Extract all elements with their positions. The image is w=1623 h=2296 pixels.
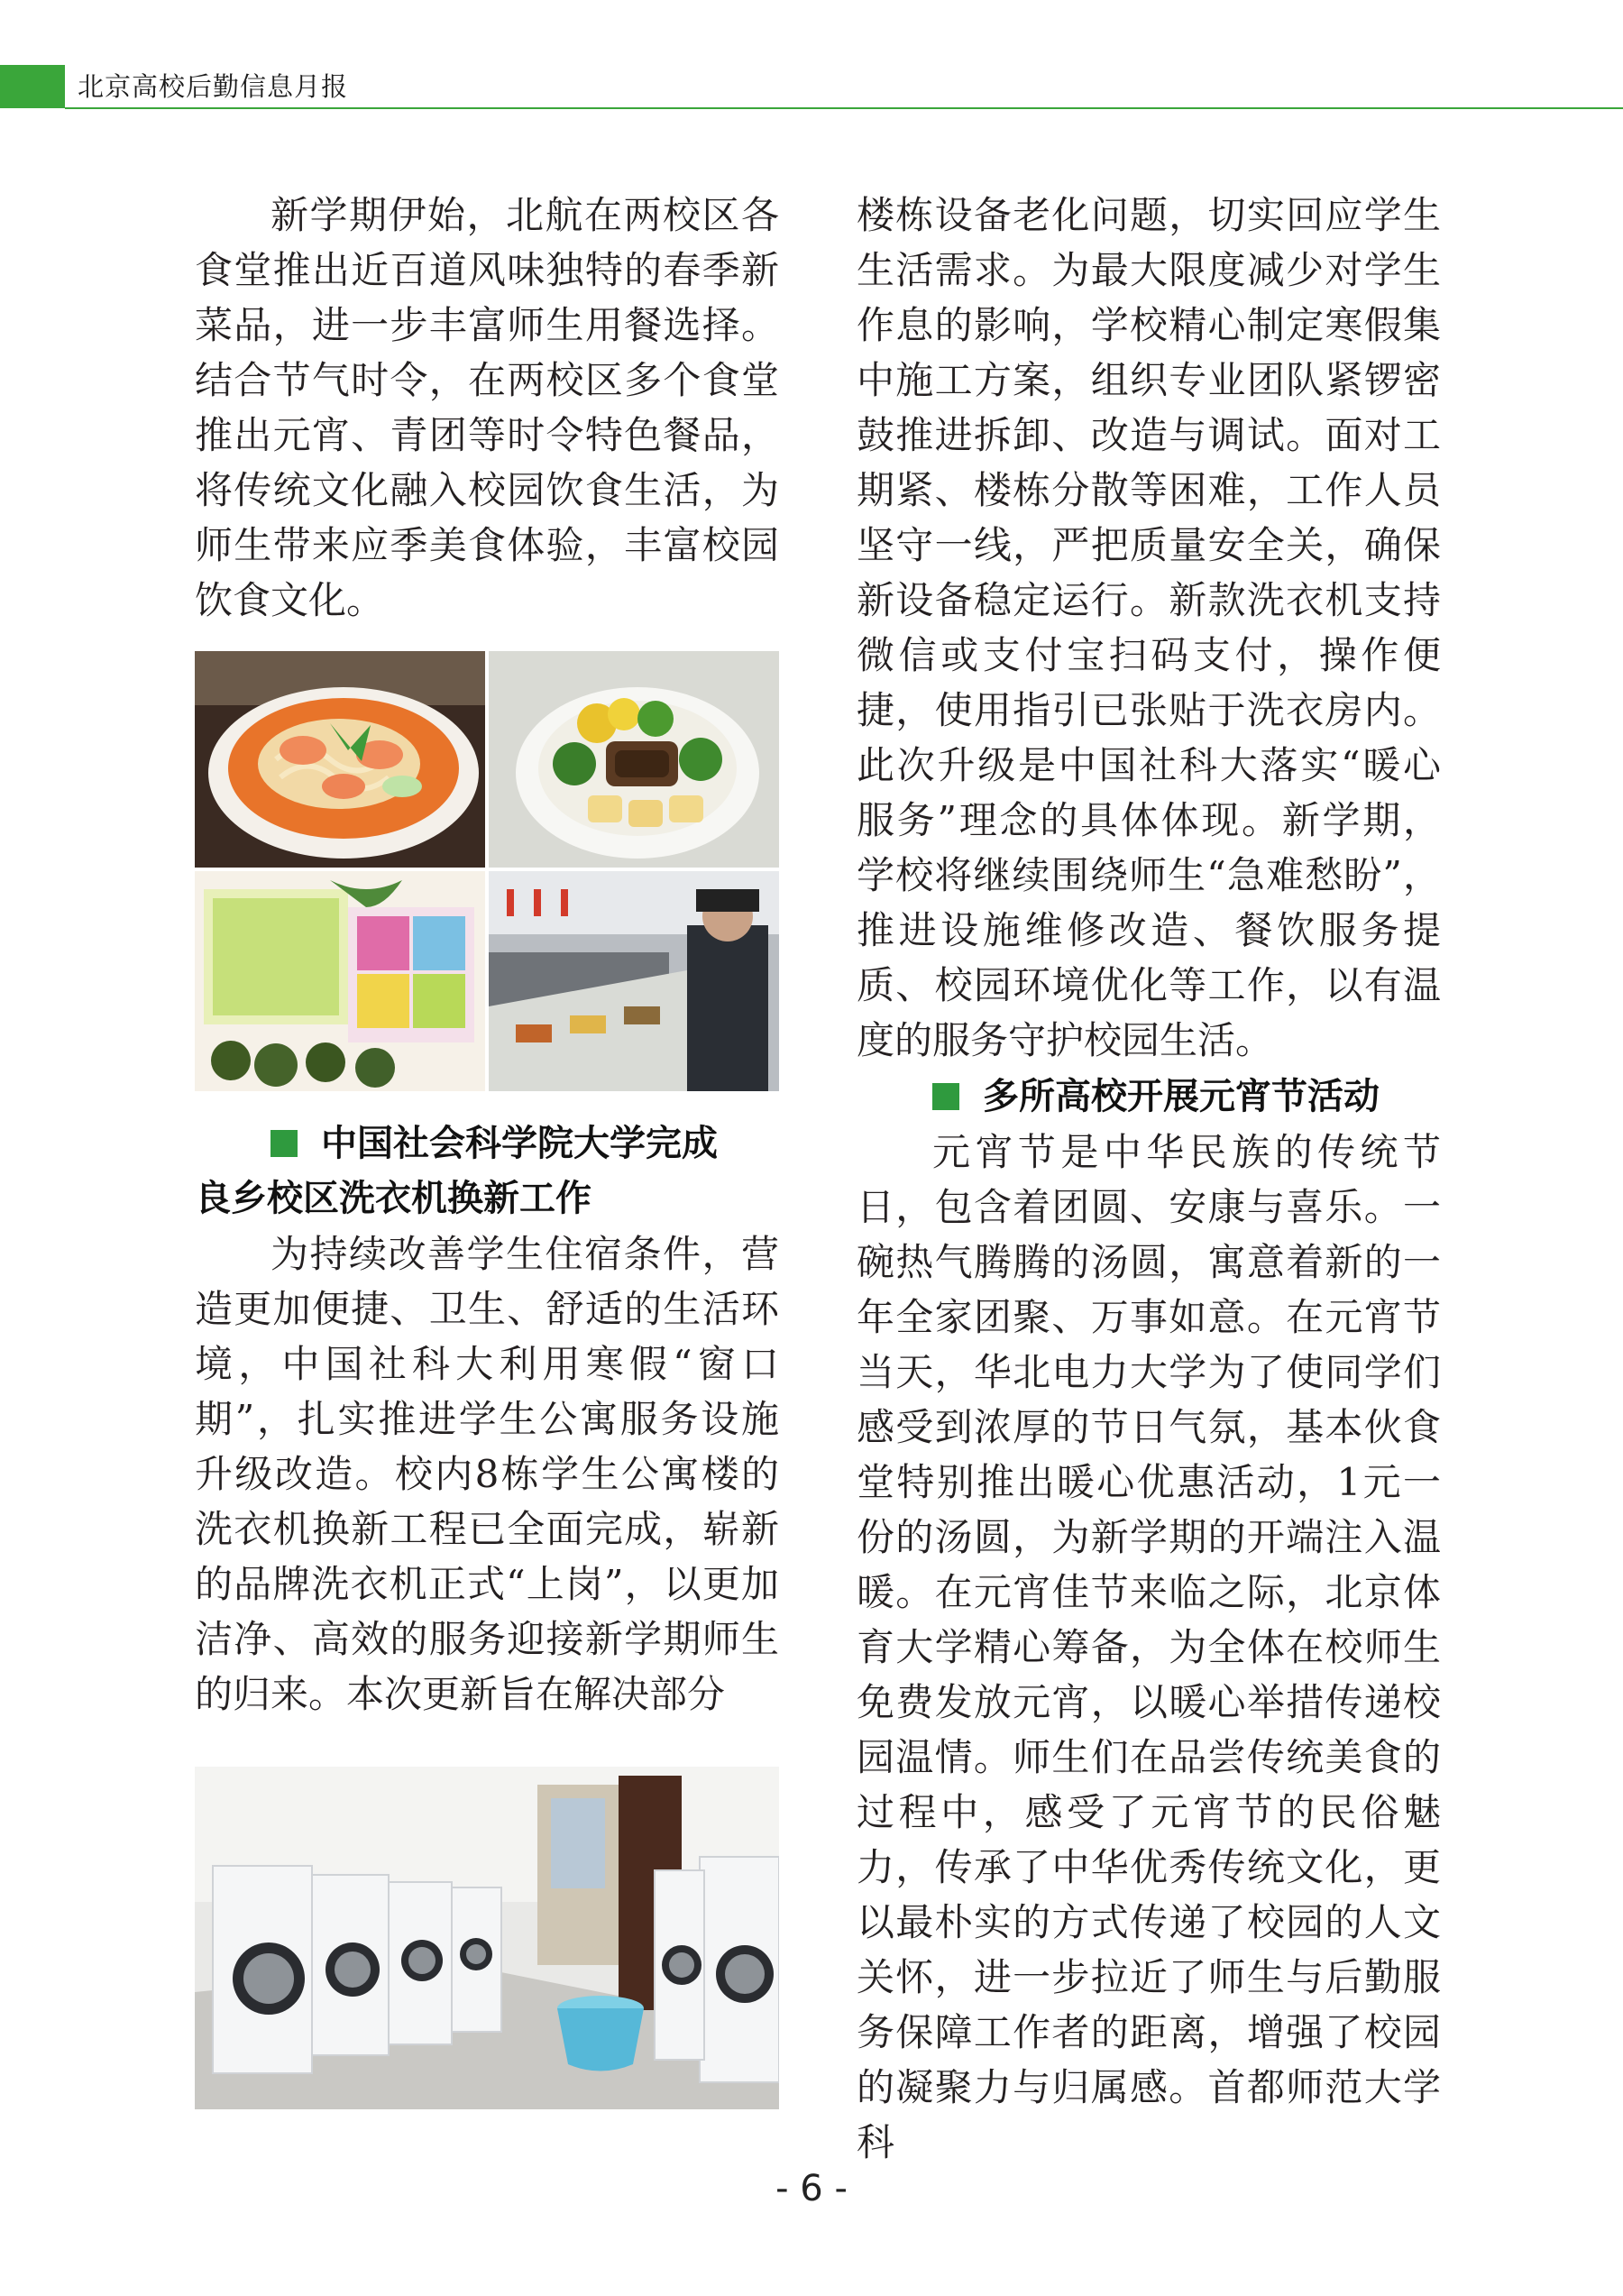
heading-square-icon — [270, 1130, 298, 1157]
section-heading-cass-line2: 良乡校区洗衣机换新工作 — [195, 1178, 591, 1219]
food-photo-collage — [195, 651, 779, 1091]
newsletter-title: 北京高校后勤信息月报 — [78, 71, 349, 102]
heading-square-icon — [932, 1083, 959, 1110]
section-heading-cass: 中国社会科学院大学完成 — [195, 1116, 779, 1171]
header-rule — [65, 107, 1623, 109]
canteen-serving-line-photo — [489, 871, 779, 1091]
header-accent-bar — [0, 65, 65, 108]
beef-rice-plate-photo — [489, 651, 779, 868]
section-heading-lantern-festival: 多所高校开展元宵节活动 — [857, 1070, 1441, 1125]
noodle-soup-photo — [195, 651, 485, 868]
cass-laundry-paragraph-continued: 楼栋设备老化问题，切实回应学生生活需求。为最大限度减少对学生作息的影响，学校精心制定寒假集中施工方案，组织专业团队紧锣密鼓推进拆卸、改造与调试。面对工期紧、楼栋分散等困难，工作人员坚守一线，严把质量安全关，确保新设备稳定运行。新款洗衣机支持微信或支付宝扫码支付，操作便捷，使用指引已张贴于洗衣房内。此次升级是中国社科大落实“暖心服务”理念的具体体现。新学期，学校将继续围绕师生“急难愁盼”，推进设施维修改造、餐饮服务提质、校园环境优化等工作，以有温度的服务守护校园生活。 — [857, 193, 1441, 1062]
intro-paragraph: 新学期伊始，北航在两校区各食堂推出近百道风味独特的春季新菜品，进一步丰富师生用餐选择。结合节气时令，在两校区多个食堂推出元宵、青团等时令特色餐品，将传统文化融入校园饮食生活，为师生带来应季美食体验，丰富校园饮食文化。 — [195, 193, 779, 622]
qingtuan-gift-box-photo — [195, 871, 485, 1091]
right-column — [857, 188, 1441, 2170]
left-column — [195, 188, 779, 2109]
laundry-room-photo — [195, 1767, 779, 2109]
page-number: - 6 - — [775, 2168, 848, 2209]
cass-laundry-paragraph: 为持续改善学生住宿条件，营造更加便捷、卫生、舒适的生活环境，中国社科大利用寒假“窗口期”，扎实推进学生公寓服务设施升级改造。校内8栋学生公寓楼的洗衣机换新工程已全面完成，崭新的品牌洗衣机正式“上岗”，以更加洁净、高效的服务迎接新学期师生的归来。本次更新旨在解决部分 — [195, 1232, 779, 1716]
lantern-festival-paragraph: 元宵节是中华民族的传统节日，包含着团圆、安康与喜乐。一碗热气腾腾的汤圆，寓意着新的一年全家团聚、万事如意。在元宵节当天，华北电力大学为了使同学们感受到浓厚的节日气氛，基本伙食堂特别推出暖心优惠活动，1元一份的汤圆，为新学期的开端注入温暖。在元宵佳节来临之际，北京体育大学精心筹备，为全体在校师生免费发放元宵，以暖心举措传递校园温情。师生们在品尝传统美食的过程中，感受了元宵节的民俗魅力，传承了中华优秀传统文化，更以最朴实的方式传递了校园的人文关怀，进一步拉近了师生与后勤服务保障工作者的距离，增强了校园的凝聚力与归属感。首都师范大学科 — [857, 1130, 1441, 2164]
